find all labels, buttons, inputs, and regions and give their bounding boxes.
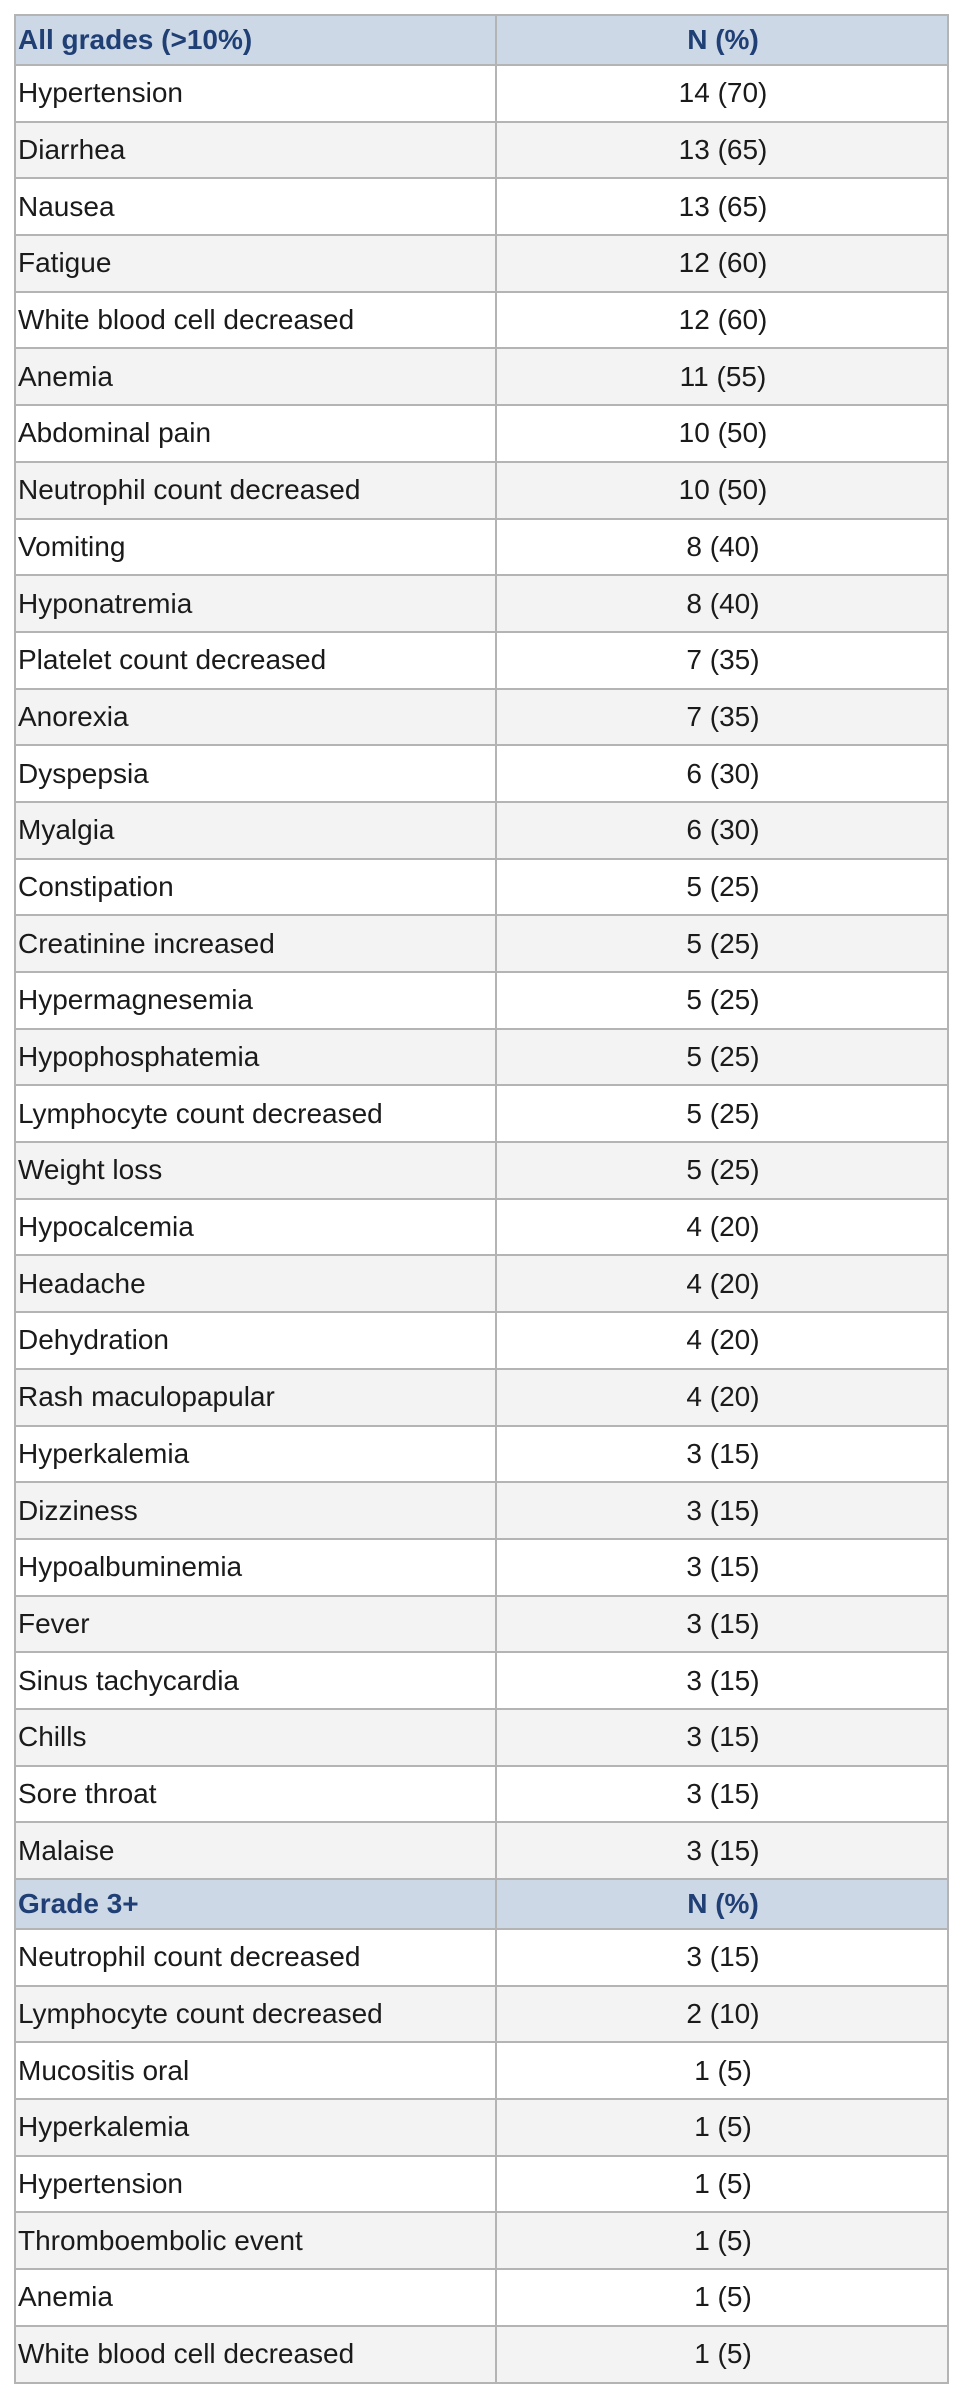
table-row (15, 1369, 948, 1426)
table-row (15, 1199, 948, 1256)
event-name-cell: Sinus tachycardia (15, 1652, 496, 1709)
event-count-cell: 6 (30) (496, 745, 948, 802)
event-name-cell: Hypermagnesemia (15, 972, 496, 1029)
table-row (15, 1766, 948, 1823)
event-count-cell: 5 (25) (496, 1029, 948, 1086)
event-name-cell: Diarrhea (15, 122, 496, 179)
event-count-cell: 11 (55) (496, 348, 948, 405)
table-row (15, 405, 948, 462)
event-count-cell: 8 (40) (496, 575, 948, 632)
event-count-cell: 3 (15) (496, 1539, 948, 1596)
event-name-cell: Anorexia (15, 689, 496, 746)
event-count-cell: 10 (50) (496, 462, 948, 519)
event-name-cell: Sore throat (15, 1766, 496, 1823)
event-name-cell: Fever (15, 1596, 496, 1653)
event-name-cell: Creatinine increased (15, 915, 496, 972)
table-row (15, 915, 948, 972)
event-count-cell: 8 (40) (496, 519, 948, 576)
event-count-cell: 5 (25) (496, 972, 948, 1029)
event-name-cell: Neutrophil count decreased (15, 1929, 496, 1986)
event-name-cell: Neutrophil count decreased (15, 462, 496, 519)
event-name-cell: Dizziness (15, 1482, 496, 1539)
table-row (15, 2042, 948, 2099)
event-count-cell: 10 (50) (496, 405, 948, 462)
table-row (15, 802, 948, 859)
table-row (15, 1596, 948, 1653)
event-name-cell: Hypocalcemia (15, 1199, 496, 1256)
event-count-cell: 5 (25) (496, 1142, 948, 1199)
table-row (15, 2326, 948, 2383)
event-count-cell: 5 (25) (496, 915, 948, 972)
table-row (15, 348, 948, 405)
event-name-cell: Thromboembolic event (15, 2212, 496, 2269)
event-count-cell: 4 (20) (496, 1369, 948, 1426)
event-count-cell: 1 (5) (496, 2326, 948, 2383)
event-name-cell: Malaise (15, 1822, 496, 1879)
event-count-cell: 14 (70) (496, 65, 948, 122)
event-count-cell: 4 (20) (496, 1199, 948, 1256)
table-row (15, 292, 948, 349)
event-count-cell: 3 (15) (496, 1822, 948, 1879)
table-row (15, 1539, 948, 1596)
table-row (15, 2212, 948, 2269)
event-name-cell: Abdominal pain (15, 405, 496, 462)
event-count-cell: 3 (15) (496, 1929, 948, 1986)
event-count-cell: 1 (5) (496, 2099, 948, 2156)
event-count-cell: 3 (15) (496, 1596, 948, 1653)
table-row (15, 1085, 948, 1142)
event-count-cell: 5 (25) (496, 859, 948, 916)
table-row (15, 1312, 948, 1369)
event-name-cell: Myalgia (15, 802, 496, 859)
event-count-cell: 12 (60) (496, 292, 948, 349)
section-header-value: N (%) (496, 15, 948, 65)
event-count-cell: 2 (10) (496, 1986, 948, 2043)
event-count-cell: 7 (35) (496, 689, 948, 746)
event-name-cell: Vomiting (15, 519, 496, 576)
event-name-cell: Hypertension (15, 65, 496, 122)
table-row (15, 1255, 948, 1312)
event-count-cell: 1 (5) (496, 2156, 948, 2213)
event-name-cell: Lymphocyte count decreased (15, 1986, 496, 2043)
event-name-cell: Chills (15, 1709, 496, 1766)
adverse-events-table-body (15, 15, 948, 2383)
table-row (15, 632, 948, 689)
event-name-cell: White blood cell decreased (15, 292, 496, 349)
event-name-cell: Anemia (15, 348, 496, 405)
event-name-cell: Hypertension (15, 2156, 496, 2213)
table-row (15, 1482, 948, 1539)
event-name-cell: Mucositis oral (15, 2042, 496, 2099)
event-name-cell: Dehydration (15, 1312, 496, 1369)
event-count-cell: 12 (60) (496, 235, 948, 292)
event-name-cell: Lymphocyte count decreased (15, 1085, 496, 1142)
event-count-cell: 13 (65) (496, 178, 948, 235)
event-count-cell: 1 (5) (496, 2042, 948, 2099)
event-name-cell: Dyspepsia (15, 745, 496, 802)
event-name-cell: Nausea (15, 178, 496, 235)
event-count-cell: 7 (35) (496, 632, 948, 689)
table-row (15, 1029, 948, 1086)
event-name-cell: Headache (15, 1255, 496, 1312)
event-count-cell: 5 (25) (496, 1085, 948, 1142)
table-row (15, 1652, 948, 1709)
event-count-cell: 3 (15) (496, 1482, 948, 1539)
event-name-cell: Hypophosphatemia (15, 1029, 496, 1086)
table-row (15, 2156, 948, 2213)
table-row (15, 1986, 948, 2043)
section-header-value: N (%) (496, 1879, 948, 1929)
event-name-cell: Hypoalbuminemia (15, 1539, 496, 1596)
section-header-row (15, 1879, 948, 1929)
event-name-cell: Anemia (15, 2269, 496, 2326)
event-name-cell: Hyperkalemia (15, 1426, 496, 1483)
event-name-cell: Weight loss (15, 1142, 496, 1199)
event-name-cell: Rash maculopapular (15, 1369, 496, 1426)
table-row (15, 575, 948, 632)
event-count-cell: 4 (20) (496, 1255, 948, 1312)
table-row (15, 462, 948, 519)
event-count-cell: 3 (15) (496, 1426, 948, 1483)
event-count-cell: 1 (5) (496, 2212, 948, 2269)
event-name-cell: Hyperkalemia (15, 2099, 496, 2156)
event-name-cell: Constipation (15, 859, 496, 916)
event-count-cell: 6 (30) (496, 802, 948, 859)
section-header-row (15, 15, 948, 65)
event-name-cell: Platelet count decreased (15, 632, 496, 689)
event-name-cell: Fatigue (15, 235, 496, 292)
table-row (15, 972, 948, 1029)
table-row (15, 689, 948, 746)
table-row (15, 1709, 948, 1766)
table-row (15, 65, 948, 122)
table-row (15, 178, 948, 235)
event-count-cell: 1 (5) (496, 2269, 948, 2326)
table-row (15, 1142, 948, 1199)
table-row (15, 2269, 948, 2326)
event-count-cell: 13 (65) (496, 122, 948, 179)
table-row (15, 859, 948, 916)
event-count-cell: 3 (15) (496, 1766, 948, 1823)
table-row (15, 1822, 948, 1879)
table-row (15, 2099, 948, 2156)
table-row (15, 519, 948, 576)
table-row (15, 235, 948, 292)
adverse-events-table (14, 14, 949, 2384)
table-row (15, 1929, 948, 1986)
event-count-cell: 4 (20) (496, 1312, 948, 1369)
event-name-cell: White blood cell decreased (15, 2326, 496, 2383)
event-count-cell: 3 (15) (496, 1652, 948, 1709)
table-row (15, 122, 948, 179)
section-header-label: Grade 3+ (15, 1879, 496, 1929)
event-count-cell: 3 (15) (496, 1709, 948, 1766)
section-header-label: All grades (>10%) (15, 15, 496, 65)
table-row (15, 745, 948, 802)
table-row (15, 1426, 948, 1483)
event-name-cell: Hyponatremia (15, 575, 496, 632)
